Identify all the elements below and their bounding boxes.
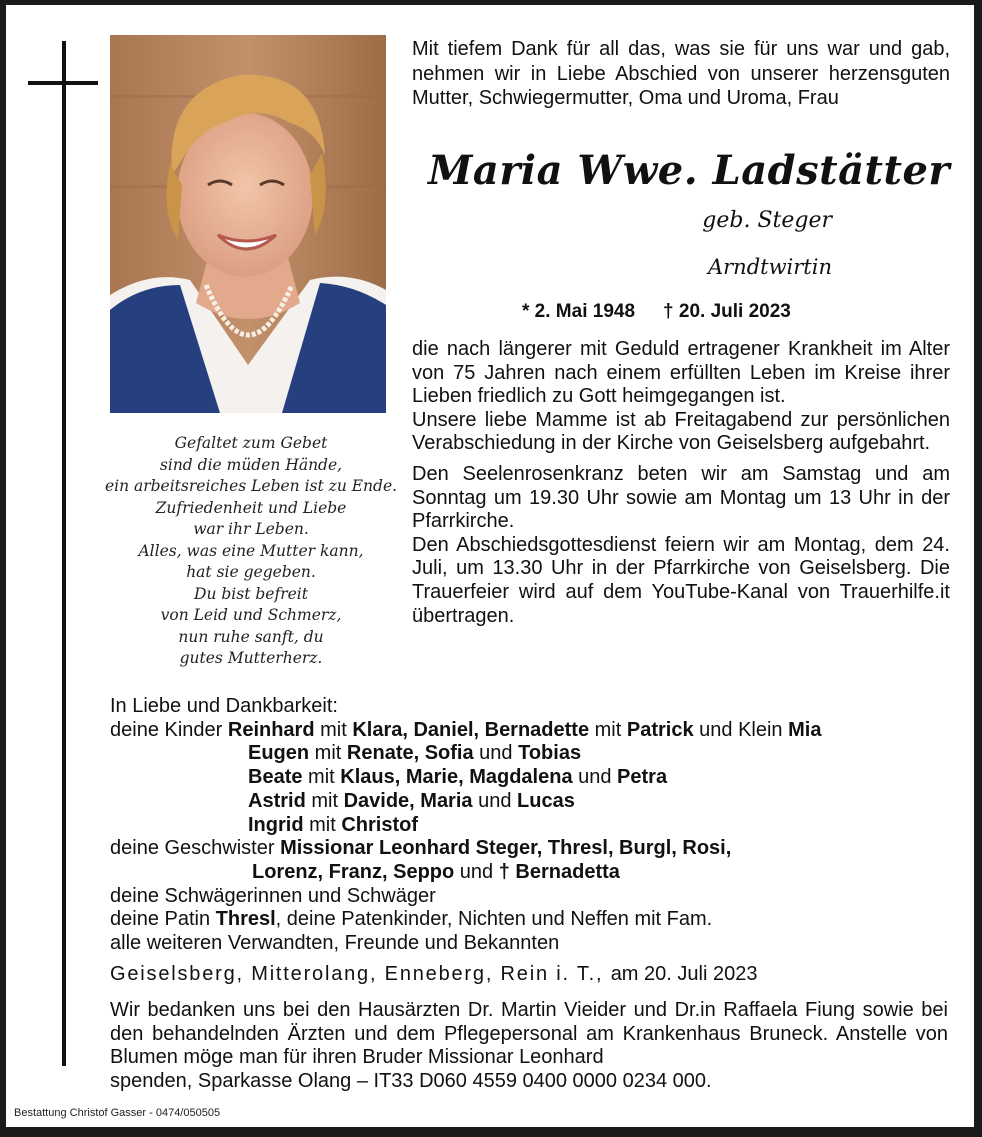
family-children-line bbox=[110, 719, 950, 743]
thanks-paragraph: Wir bedanken uns bei den Hausärzten Dr. Martin Vieider und Dr.in Raffaela Fiung sowie bei den behandelnden Ärzten und dem Pflegepersonal am Krankenhaus Bruneck. Anstelle von Blumen möge man für ihren Bruder Missionar Leonhard bbox=[110, 999, 948, 1068]
life-dates bbox=[522, 301, 862, 323]
child-name: Beate bbox=[248, 766, 303, 789]
connector: und Klein bbox=[693, 718, 789, 741]
sibling-names: Missionar Leonhard Steger, Thresl, Burgl, Rosi, bbox=[280, 837, 732, 860]
grandchildren-names: Klaus, Marie, Magdalena bbox=[340, 766, 573, 789]
poem-line: sind die müden Hände, bbox=[159, 455, 343, 474]
poem-line: Zufriedenheit und Liebe bbox=[155, 498, 347, 517]
family-godmother-line bbox=[110, 908, 950, 932]
poem-line: von Leid und Schmerz, bbox=[160, 606, 342, 624]
birth-date: * 2. Mai 1948 bbox=[522, 301, 636, 322]
poem-line: war ihr Leben. bbox=[193, 520, 309, 538]
poem-line: ein arbeitsreiches Leben ist zu Ende. bbox=[104, 477, 398, 495]
death-date: † 20. Juli 2023 bbox=[663, 301, 791, 322]
family-children-line bbox=[110, 742, 950, 766]
places: Geiselsberg, Mitterolang, Enneberg, Rein i. T., bbox=[110, 963, 611, 985]
intro-text: Mit tiefem Dank für all das, was sie für uns war und gab, nehmen wir in Liebe Abschied von unserer herzensguten Mutter, Schwiegermutter, Oma und Uroma, Frau bbox=[412, 38, 950, 109]
grandchild-name: Lucas bbox=[517, 789, 575, 812]
connector: mit bbox=[589, 718, 627, 741]
maiden-name: geb. Steger bbox=[702, 208, 832, 233]
child-name: Reinhard bbox=[227, 718, 315, 741]
announcement-date: am 20. Juli 2023 bbox=[610, 963, 758, 985]
godchildren-text: , deine Patenkinder, Nichten und Neffen mit Fam. bbox=[275, 908, 713, 931]
cross-horizontal-bar bbox=[28, 81, 98, 85]
poem-line: Alles, was eine Mutter kann, bbox=[138, 541, 364, 560]
godmother-prefix: deine Patin bbox=[110, 908, 216, 931]
deceased-sibling-name: † Bernadetta bbox=[498, 860, 620, 883]
family-children-line bbox=[110, 814, 950, 838]
grandchildren-names: Renate, Sofia bbox=[346, 742, 474, 765]
connector: und bbox=[472, 789, 518, 812]
donation-line: spenden, Sparkasse Olang – IT33 D060 4559 0400 0000 0234 000. bbox=[110, 1069, 712, 1092]
announcement-body bbox=[412, 338, 950, 635]
thanks-text bbox=[110, 999, 948, 1093]
children-prefix: deine Kinder bbox=[110, 718, 228, 741]
child-name: Eugen bbox=[248, 742, 310, 765]
connector: mit bbox=[303, 813, 342, 836]
connector: mit bbox=[305, 789, 344, 812]
connector: und bbox=[454, 860, 499, 883]
connector: mit bbox=[309, 742, 347, 765]
family-siblings-line bbox=[110, 861, 950, 885]
poem-line: nun ruhe sanft, du bbox=[178, 627, 324, 646]
connector: mit bbox=[314, 718, 353, 741]
family-children-line bbox=[110, 766, 950, 790]
family-siblings-line bbox=[110, 837, 950, 861]
grandchildren-names: Davide, Maria bbox=[343, 789, 473, 812]
paragraph-rosary: Den Seelenrosenkranz beten wir am Samstag und am Sonntag um 19.30 Uhr sowie am Montag um 13 Uhr in der Pfarrkirche. bbox=[412, 462, 950, 533]
deceased-name: Maria Wwe. Ladstätter bbox=[428, 147, 950, 194]
family-list bbox=[110, 695, 950, 956]
connector: und bbox=[572, 766, 618, 789]
poem-line: Gefaltet zum Gebet bbox=[174, 434, 328, 452]
great-grandchild-name: Mia bbox=[788, 718, 822, 741]
poem bbox=[96, 433, 406, 670]
sibling-names: Lorenz, Franz, Seppo bbox=[252, 860, 455, 883]
obituary-page bbox=[6, 5, 974, 1127]
family-children-line bbox=[110, 790, 950, 814]
siblings-prefix: deine Geschwister bbox=[110, 837, 281, 860]
place-date-line bbox=[110, 963, 950, 986]
child-name: Ingrid bbox=[248, 813, 304, 836]
poem-line: gutes Mutterherz. bbox=[179, 649, 323, 667]
paragraph-funeral: Den Abschiedsgottesdienst feiern wir am Montag, dem 24. Juli, um 13.30 Uhr in der Pfarrkirche von Geiselsberg. Die Trauerfeier wird auf dem YouTube-Kanal von Trauerhilfe.it übertragen. bbox=[412, 533, 950, 627]
funeral-home-footer: Bestattung Christof Gasser - 0474/050505 bbox=[14, 1107, 221, 1119]
poem-line: hat sie gegeben. bbox=[186, 563, 316, 581]
poem-line: Du bist befreit bbox=[194, 584, 308, 603]
connector: mit bbox=[302, 766, 341, 789]
paragraph-passing: die nach längerer mit Geduld ertragener Krankheit im Alter von 75 Jahren nach einem erfüllten Leben im Kreise ihrer Lieben friedlich zu Gott heimgegangen ist. bbox=[412, 338, 950, 408]
family-heading: In Liebe und Dankbarkeit: bbox=[110, 695, 338, 717]
paragraph-viewing: Unsere liebe Mamme ist ab Freitagabend zur persönlichen Verabschiedung in der Kirche von Geiselsberg aufgebahrt. bbox=[412, 408, 950, 455]
nickname: Arndtwirtin bbox=[707, 255, 832, 279]
grandchildren-names: Klara, Daniel, Bernadette bbox=[352, 718, 590, 741]
grandchild-name: Tobias bbox=[518, 742, 582, 765]
cross-vertical-bar bbox=[62, 41, 66, 1066]
godmother-name: Thresl bbox=[215, 908, 276, 931]
family-relatives-line: alle weiteren Verwandten, Freunde und Bekannten bbox=[110, 932, 560, 955]
portrait-photo bbox=[110, 35, 386, 413]
child-name: Astrid bbox=[248, 789, 306, 812]
connector: und bbox=[473, 742, 519, 765]
family-inlaws-line: deine Schwägerinnen und Schwäger bbox=[110, 884, 436, 907]
great-grandchild-name: Patrick bbox=[626, 718, 694, 741]
partner-name: Christof bbox=[341, 813, 418, 836]
grandchild-name: Petra bbox=[617, 766, 668, 789]
